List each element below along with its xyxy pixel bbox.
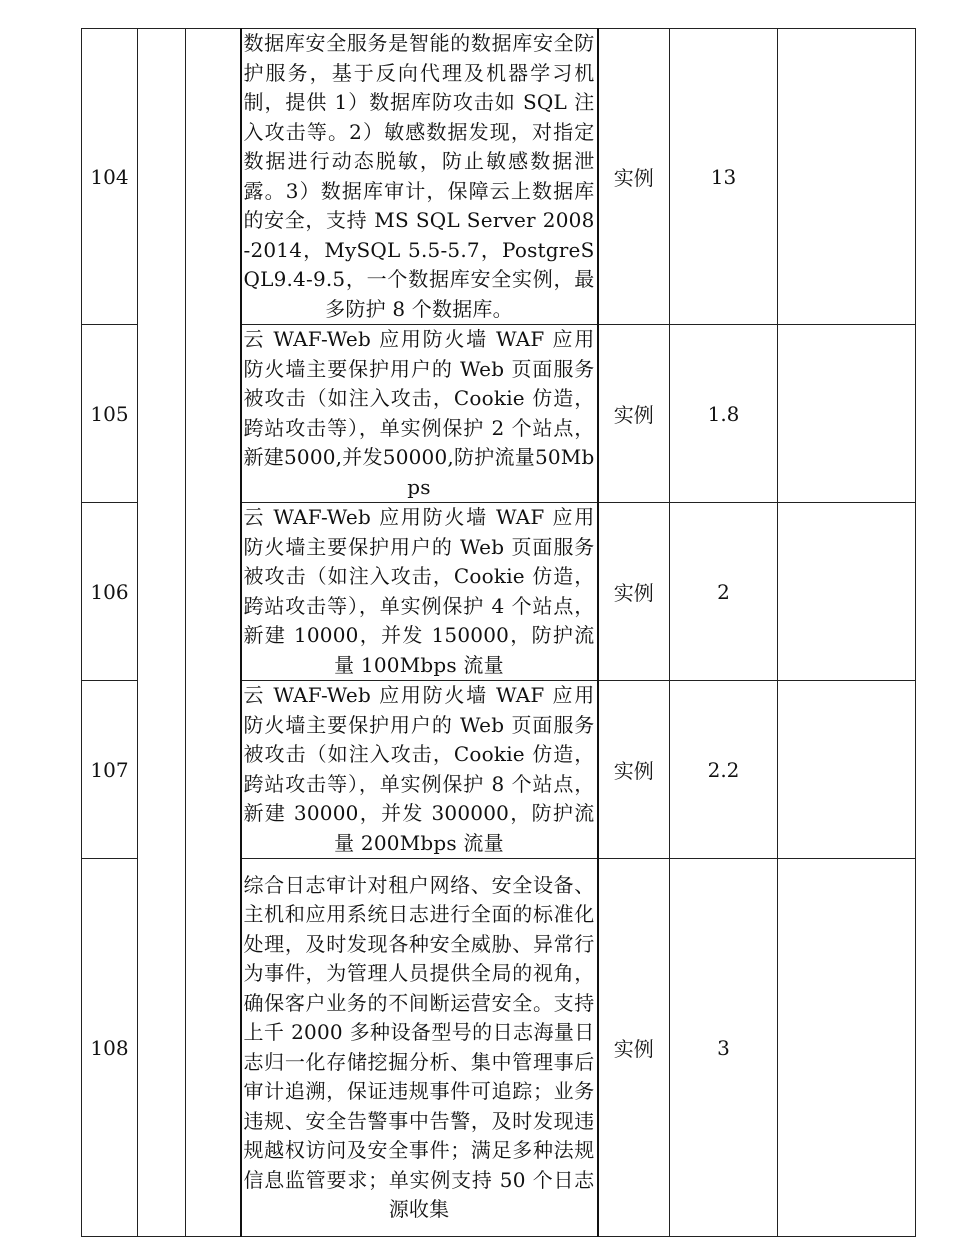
table-row [82, 29, 916, 325]
row-description: 云 WAF-Web 应用防火墙 WAF 应用防火墙主要保护用户的 Web 页面服务被攻击（如注入攻击，Cookie 仿造，跨站攻击等），单实例保护 2 个站点，新建5000,并发50000,防护流量50Mbps [241, 325, 598, 503]
row-unit: 实例 [598, 503, 670, 681]
row-quantity: 3 [670, 859, 778, 1237]
row-description: 云 WAF-Web 应用防火墙 WAF 应用防火墙主要保护用户的 Web 页面服务被攻击（如注入攻击，Cookie 仿造，跨站攻击等），单实例保护 4 个站点，新建 10000，并发 150000，防护流量 100Mbps 流量 [241, 503, 598, 681]
empty-cell [186, 29, 241, 1237]
row-unit: 实例 [598, 859, 670, 1237]
empty-cell [778, 681, 916, 859]
row-number: 104 [82, 29, 138, 325]
row-unit: 实例 [598, 29, 670, 325]
empty-cell [778, 325, 916, 503]
row-quantity: 13 [670, 29, 778, 325]
empty-cell [778, 503, 916, 681]
empty-cell [778, 859, 916, 1237]
empty-cell [138, 29, 186, 1237]
row-number: 106 [82, 503, 138, 681]
row-description: 数据库安全服务是智能的数据库安全防护服务，基于反向代理及机器学习机制，提供 1）数据库防攻击如 SQL 注入攻击等。2）敏感数据发现，对指定数据进行动态脱敏，防止敏感数据泄露。3）数据库审计，保障云上数据库的安全，支持 MS SQL Server 2008-2014，MySQL 5.5-5.7，PostgreSQL9.4-9.5，一个数据库安全实例，最多防护 8 个数据库。 [241, 29, 598, 325]
row-unit: 实例 [598, 325, 670, 503]
row-description: 综合日志审计对租户网络、安全设备、主机和应用系统日志进行全面的标准化处理，及时发现各种安全威胁、异常行为事件，为管理人员提供全局的视角，确保客户业务的不间断运营安全。支持上千 2000 多种设备型号的日志海量日志归一化存储挖掘分析、集中管理事后审计追溯，保证违规事件可追踪；业务违规、安全告警事中告警，及时发现违规越权访问及安全事件；满足多种法规信息监管要求；单实例支持 50 个日志源收集 [241, 859, 598, 1237]
row-quantity: 2.2 [670, 681, 778, 859]
row-description: 云 WAF-Web 应用防火墙 WAF 应用防火墙主要保护用户的 Web 页面服务被攻击（如注入攻击，Cookie 仿造，跨站攻击等），单实例保护 8 个站点，新建 30000，并发 300000，防护流量 200Mbps 流量 [241, 681, 598, 859]
row-quantity: 2 [670, 503, 778, 681]
row-number: 108 [82, 859, 138, 1237]
row-quantity: 1.8 [670, 325, 778, 503]
row-unit: 实例 [598, 681, 670, 859]
empty-cell [778, 29, 916, 325]
row-number: 107 [82, 681, 138, 859]
product-table [81, 28, 916, 1237]
row-number: 105 [82, 325, 138, 503]
